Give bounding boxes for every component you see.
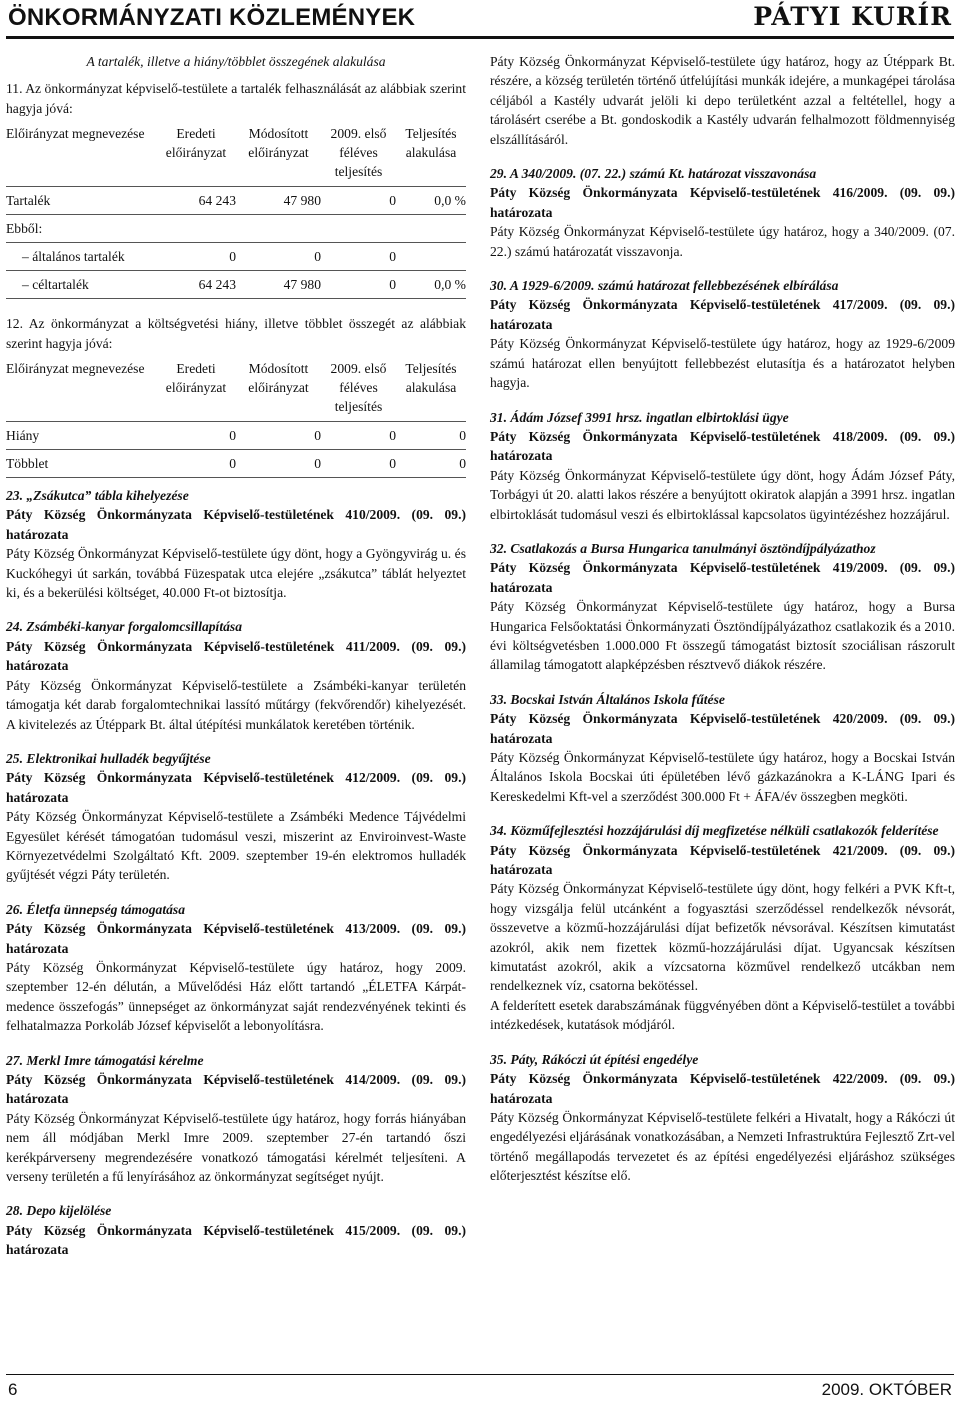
header-rule [6, 36, 954, 39]
page-number: 6 [8, 1380, 18, 1399]
decision-reference: Páty Község Önkormányzata Képviselő-testületének 414/2009. (09. 09.) határozata [6, 1072, 466, 1107]
decision-body: Páty Község Önkormányzat Képviselő-testülete a Zsámbéki-kanyar területén támogatja két darab forgalomtechnikai lassító műtárgy (fekvőrendőr) kihelyezését. A kivitelezés az Útéppark Bt. által útépítési munkálatok keretében történik. [6, 677, 466, 732]
decision-reference: Páty Község Önkormányzata Képviselő-testületének 410/2009. (09. 09.) határozata [6, 507, 466, 542]
decision-body: Páty Község Önkormányzat Képviselő-testülete úgy határoz, hogy forrás hiányában nem áll módjában Merkl Imre 2009. szeptember 27-én tartandó őszi kerékpárverseny megrendezésére vonatkozó támogatási kérelmét teljesíteni. A verseny területén a fű lenyírásához az önkormányzat segítséget nyújt. [6, 1110, 466, 1185]
item-title: 34. Közműfejlesztési hozzájárulási díj megfizetése nélküli csatlakozók felderítése [490, 823, 939, 839]
item-title: 32. Csatlakozás a Bursa Hungarica tanulmányi ösztöndíjpályázathoz [490, 540, 876, 556]
item-title: 25. Elektronikai hulladék begyűjtése [6, 750, 211, 766]
table-cell: 0,0 % [396, 187, 466, 215]
table-header: Előirányzat megnevezése [6, 124, 156, 187]
item-title: 29. A 340/2009. (07. 22.) számú Kt. határozat visszavonása [490, 166, 817, 182]
decision-reference: Páty Község Önkormányzata Képviselő-testületének 419/2009. (09. 09.) határozata [490, 560, 955, 595]
deficit-table [6, 359, 466, 478]
item-title: 27. Merkl Imre támogatási kérelme [6, 1052, 204, 1068]
table-cell: 64 243 [156, 187, 236, 215]
table-row [6, 422, 466, 450]
decision-reference: Páty Község Önkormányzata Képviselő-testületének 420/2009. (09. 09.) határozata [490, 711, 955, 746]
item-title: 24. Zsámbéki-kanyar forgalomcsillapítása [6, 619, 242, 635]
decision-reference: Páty Község Önkormányzata Képviselő-testületének 421/2009. (09. 09.) határozata [490, 842, 955, 878]
item-title: 31. Ádám József 3991 hrsz. ingatlan elbirtoklási ügye [490, 409, 789, 425]
table-cell: 0 [396, 422, 466, 450]
left-column [6, 52, 466, 1260]
issue-date: 2009. OKTÓBER [821, 1380, 952, 1399]
table-cell: 0 [321, 450, 396, 478]
page-header [0, 0, 960, 36]
table-header: 2009. első féléves teljesítés [321, 124, 396, 187]
item-title: 30. A 1929-6/2009. számú határozat fellebbezésének elbírálása [490, 278, 839, 294]
table-cell: – általános tartalék [6, 243, 156, 271]
decision-reference: Páty Község Önkormányzata Képviselő-testületének 411/2009. (09. 09.) határozata [6, 638, 466, 674]
table-cell: Többlet [6, 450, 156, 478]
table-cell: Ebből: [6, 215, 156, 243]
footer-rule [6, 1374, 954, 1375]
item-12-text: 12. Az önkormányzat a költségvetési hiány, illetve többlet összegét az alábbiak szerint hagyja jóvá: [6, 316, 466, 351]
table-cell: 0 [236, 243, 321, 271]
decision-reference: Páty Község Önkormányzata Képviselő-testületének 422/2009. (09. 09.) határozata [490, 1071, 955, 1106]
table-row [6, 243, 466, 271]
table-row [6, 271, 466, 299]
right-column [490, 52, 955, 1186]
decision-body: A felderített esetek darabszámának függvényében dönt a Képviselő-testület a további intézkedések, kutatások módjáról. [490, 997, 955, 1033]
decision-body: Páty Község Önkormányzat Képviselő-testülete felkéri a Hivatalt, hogy a Rákóczi út engedélyezési eljárásának vonatkozásában, a Nemzeti Infrastruktúra Fejlesztő Zrt-vel történő megállapodás tervezetet és az építési engedélyezési eljáráshoz szükséges előterjesztést készítse elő. [490, 1109, 955, 1184]
decision-body: Páty Község Önkormányzat Képviselő-testülete úgy határoz, hogy a 340/2009. (07. 22.) számú határozatát visszavonja. [490, 224, 955, 259]
table-header: Teljesítés alakulása [396, 359, 466, 422]
table-header: Előirányzat megnevezése [6, 359, 156, 422]
decision-reference: Páty Község Önkormányzata Képviselő-testületének 416/2009. (09. 09.) határozata [490, 185, 955, 220]
table-cell: – céltartalék [6, 271, 156, 299]
table-cell: 0 [156, 422, 236, 450]
section-header-title: ÖNKORMÁNYZATI KÖZLEMÉNYEK [8, 4, 416, 31]
decision-body: Páty Község Önkormányzat Képviselő-testülete úgy határoz, hogy a Bocskai István Általános Iskola Bocskai úti épületében lévő gázkazánokra a K-LÁNG Ipari és Kereskedelmi Kft-vel a szerződést 300.000 Ft + ÁFA/év összegben megköti. [490, 750, 955, 804]
table-row [6, 215, 466, 243]
item-title: 23. „Zsákutca” tábla kihelyezése [6, 488, 189, 504]
table-header: Módosított előirányzat [236, 124, 321, 187]
decision-body: Páty Község Önkormányzat Képviselő-testülete úgy határoz, hogy 2009. szeptember 12-én délután, a Művelődési Ház előtt tartandó „ÉLETFA Kárpát-medence összefogás” ünnepséget az önkormányzat saját rendezvényének tekinti és felhatalmazza Porkoláb József képviselőt a lebonyolításra. [6, 959, 466, 1034]
item-title: 26. Életfa ünnepség támogatása [6, 901, 185, 917]
table-header: Teljesítés alakulása [396, 124, 466, 187]
decision-body: Páty Község Önkormányzat Képviselő-testülete úgy határoz, hogy az 1929-6/2009 számú határozat ellen benyújtott fellebbezést elutasítja és a határozatot helyben hagyja. [490, 336, 955, 391]
decision-body: Páty Község Önkormányzat Képviselő-testülete úgy határoz, hogy a Bursa Hungarica Felsőoktatási Önkormányzati Ösztöndíjpályázathoz csatlakozik és a 2010. évi költségvetésben 1.000.000 Ft összegű támogatást biztosít szociálisan rászorult államilag támogatott alapképzésben résztvevő diákok részére. [490, 599, 955, 673]
table-cell: 0 [156, 450, 236, 478]
table-header: Eredeti előirányzat [156, 124, 236, 187]
table-cell: Tartalék [6, 187, 156, 215]
decision-reference: Páty Község Önkormányzata Képviselő-testületének 413/2009. (09. 09.) határozata [6, 921, 466, 956]
decision-body: Páty Község Önkormányzat Képviselő-testülete úgy dönt, hogy felkéri a PVK Kft-t, hogy vizsgálja felül utcánként a fogyasztási szerződéssel rendelkezők névsorát, összevetve a közmű-hozzájárulási díjat befizetők névsorával. Készítsen kimutatást azokról, akik nem fizettek közmű-hozzájárulási díjat. Ugyancsak készítsen kimutatást azokról, akik a vízcsatorna közművel rendelkező utcákban nem rendelkeznek víz, csatorna bekötéssel. [490, 881, 955, 994]
masthead-logo: PÁTYI KURÍR [753, 2, 952, 31]
decision-body: Páty Község Önkormányzat Képviselő-testülete úgy dönt, hogy Ádám József Páty, Torbágyi út 20. alatti lakos részére a benyújtott okiratok alapján a 3991 hrsz. ingatlan elbirtoklását tudomásul veszi és elbirtoklással kapcsolatos ügyintézéshez hozzájárul. [490, 467, 955, 522]
decision-reference: Páty Község Önkormányzata Képviselő-testületének 418/2009. (09. 09.) határozata [490, 428, 955, 464]
table-header: Módosított előirányzat [236, 359, 321, 422]
table-row [6, 187, 466, 215]
table-cell: 0 [321, 187, 396, 215]
decision-reference: Páty Község Önkormányzata Képviselő-testületének 412/2009. (09. 09.) határozata [6, 770, 466, 805]
decision-reference: Páty Község Önkormányzata Képviselő-testületének 417/2009. (09. 09.) határozata [490, 297, 955, 332]
decision-body: Páty Község Önkormányzat Képviselő-testülete úgy dönt, hogy a Gyöngyvirág u. és Kuckóhegyi út sarkán, továbbá Füzespatak utca elejére „zsákutca” táblát helyeztet ki, és a bekerülési költséget, 40.000 Ft-ot biztosítja. [6, 546, 466, 601]
table-header: Eredeti előirányzat [156, 359, 236, 422]
item-title: 33. Bocskai István Általános Iskola fűtése [490, 691, 725, 707]
table-cell: 0 [156, 243, 236, 271]
table-cell: 0 [321, 271, 396, 299]
table-cell: 0 [236, 422, 321, 450]
decision-body: Páty Község Önkormányzat Képviselő-testülete a Zsámbéki Medence Tájvédelmi Egyesület kérését támogatóan tudomásul veszi, miszerint az Enviroinvest-Waste Környezetvédelmi Szolgáltató Kft. 2009. szeptember 19-én elektromos hulladék gyűjtését végzi Páty területén. [6, 809, 466, 883]
reserve-table [6, 124, 466, 299]
item-title: 28. Depo kijelölése [6, 1203, 112, 1219]
table-cell: 0 [321, 243, 396, 271]
item-title: 35. Páty, Rákóczi út építési engedélye [490, 1051, 699, 1067]
table-cell: 0 [396, 450, 466, 478]
decision-body: Páty Község Önkormányzat Képviselő-testülete úgy határoz, hogy az Útéppark Bt. részére, a község területén történő útfelújítási munkák idejére, a munkagépei tárolása céljából a Kastély udvarát jelöli ki depo területként azzal a feltétellel, hogy a tárolásért cserébe a Bt. gondoskodik a Kastély udvarán felhalmozott földmennyiség elszállításáról. [490, 54, 955, 147]
table-cell: 0 [236, 450, 321, 478]
table-cell: 47 980 [236, 187, 321, 215]
table-cell: 0 [321, 422, 396, 450]
table-cell: 47 980 [236, 271, 321, 299]
table-row [6, 450, 466, 478]
table-cell: Hiány [6, 422, 156, 450]
decision-reference: Páty Község Önkormányzata Képviselő-testületének 415/2009. (09. 09.) határozata [6, 1222, 466, 1258]
section-title: A tartalék, illetve a hiány/többlet összegének alakulása [86, 54, 386, 69]
table-header: 2009. első féléves teljesítés [321, 359, 396, 422]
table-cell: 0,0 % [396, 271, 466, 299]
table-cell: 64 243 [156, 271, 236, 299]
item-11-text: 11. Az önkormányzat képviselő-testülete a tartalék felhasználását az alábbiak szerint hagyja jóvá: [6, 81, 466, 116]
